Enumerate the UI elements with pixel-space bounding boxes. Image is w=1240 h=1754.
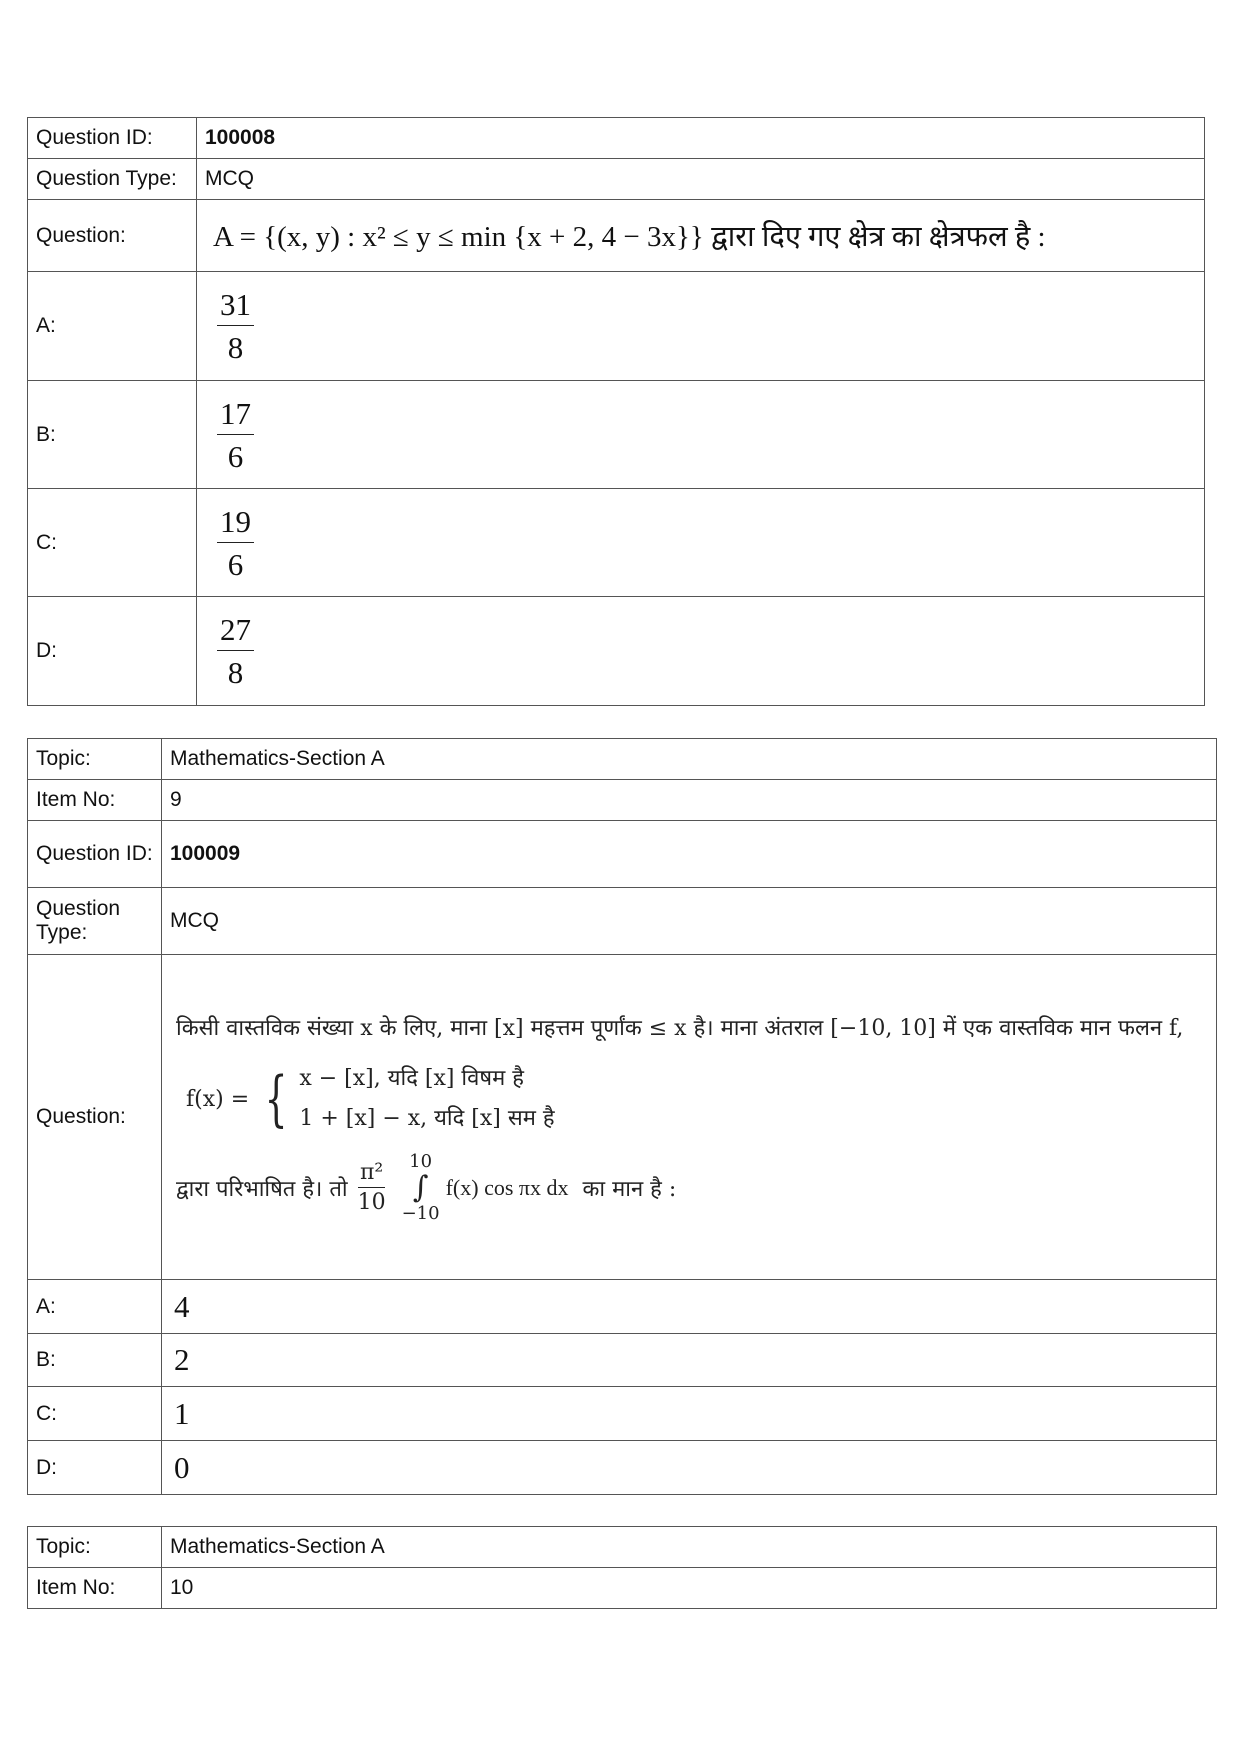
option-d-fraction xyxy=(217,614,254,688)
question-type-label: Question Type: xyxy=(28,888,162,955)
option-b-denominator: 6 xyxy=(227,438,244,474)
piecewise-function xyxy=(186,1059,1202,1139)
option-a-denominator: 8 xyxy=(227,330,244,365)
topic-label: Topic: xyxy=(28,739,162,780)
function-lhs: f(x) = xyxy=(186,1086,250,1112)
pi-fraction xyxy=(358,1162,386,1214)
question-type-value: MCQ xyxy=(162,888,1217,955)
question-tail xyxy=(176,1153,1202,1223)
integrand: f(x) cos πx dx xyxy=(445,1175,569,1200)
option-c-value: 1 xyxy=(174,1395,190,1431)
integral xyxy=(402,1153,440,1223)
pi-fraction-denominator: 10 xyxy=(357,1190,386,1215)
item-no-value: 9 xyxy=(162,780,1217,821)
question-id-value: 100008 xyxy=(197,118,1205,159)
tail-prefix: द्वारा परिभाषित है। तो xyxy=(176,1177,348,1202)
integral-sign-icon: ∫ xyxy=(412,1170,429,1205)
topic-value: Mathematics-Section A xyxy=(162,739,1217,780)
case-even: 1 + [x] − x, यदि [x] सम है xyxy=(299,1106,555,1131)
option-b-numerator: 17 xyxy=(217,398,254,435)
question-label: Question: xyxy=(28,955,162,1280)
piecewise-cases xyxy=(299,1059,554,1139)
option-b-value: 2 xyxy=(174,1342,190,1377)
item-no-label: Item No: xyxy=(28,1568,162,1609)
question-id-label: Question ID: xyxy=(28,118,197,159)
topic-value: Mathematics-Section A xyxy=(162,1527,1217,1568)
option-d-label: D: xyxy=(28,597,197,706)
question-body xyxy=(176,1011,1202,1223)
option-c-label: C: xyxy=(28,1387,162,1441)
option-b-fraction xyxy=(217,395,254,474)
question-type-value: MCQ xyxy=(197,159,1205,200)
pi-fraction-numerator: π² xyxy=(358,1162,385,1188)
left-brace-icon: { xyxy=(264,1064,288,1134)
question-id-value: 100009 xyxy=(162,821,1217,888)
question-table-100009 xyxy=(27,738,1217,1495)
option-a-numerator: 31 xyxy=(217,289,254,326)
item-no-label: Item No: xyxy=(28,780,162,821)
question-table-100008 xyxy=(27,117,1205,706)
option-c-numerator: 19 xyxy=(217,506,254,543)
integral-upper-limit: 10 xyxy=(409,1151,433,1172)
option-a-value: 4 xyxy=(174,1288,190,1324)
option-a-label: A: xyxy=(28,1280,162,1334)
option-d-denominator: 8 xyxy=(227,655,244,690)
integral-lower-limit: −10 xyxy=(401,1203,440,1224)
option-d-label: D: xyxy=(28,1441,162,1495)
option-d-value: 0 xyxy=(174,1449,190,1485)
option-a-fraction xyxy=(217,289,254,363)
question-id-label: Question ID: xyxy=(28,821,162,888)
question-label: Question: xyxy=(28,200,197,272)
option-b-label: B: xyxy=(28,381,197,489)
tail-suffix: का मान है : xyxy=(582,1177,677,1202)
topic-label: Topic: xyxy=(28,1527,162,1568)
option-a-label: A: xyxy=(28,272,197,381)
option-c-fraction xyxy=(217,503,254,582)
question-text: A = {(x, y) : x² ≤ y ≤ min {x + 2, 4 − 3x}} द्वारा दिए गए क्षेत्र का क्षेत्रफल है : xyxy=(213,221,1046,253)
item-no-value: 10 xyxy=(162,1568,1217,1609)
question-table-item-10 xyxy=(27,1526,1217,1609)
question-type-label: Question Type: xyxy=(28,159,197,200)
case-odd: x − [x], यदि [x] विषम है xyxy=(299,1066,524,1091)
option-d-numerator: 27 xyxy=(217,614,254,651)
option-b-label: B: xyxy=(28,1334,162,1387)
option-c-denominator: 6 xyxy=(227,546,244,582)
question-intro: किसी वास्तविक संख्या x के लिए, माना [x] महत्तम पूर्णांक ≤ x है। माना अंतराल [−10, 10] में एक वास्तविक मान फलन f, xyxy=(176,1016,1184,1041)
option-c-label: C: xyxy=(28,489,197,597)
